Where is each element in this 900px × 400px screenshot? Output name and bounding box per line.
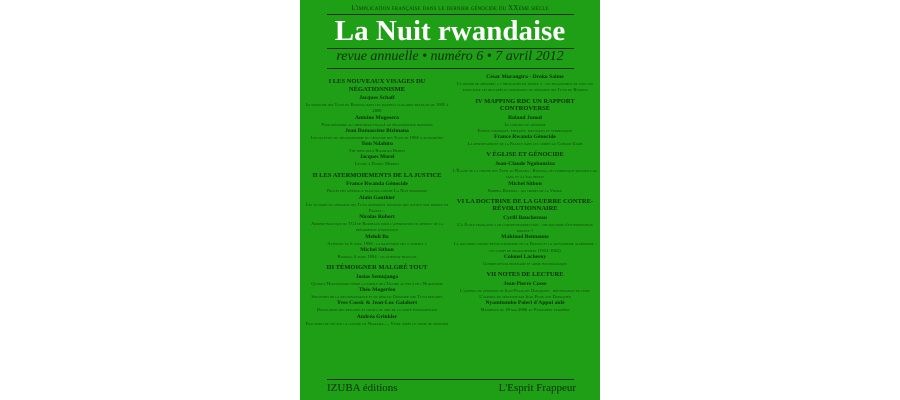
toc-article: Kibeho, Rwanda : les crimes de la Vierge (488, 187, 562, 193)
cover-subtitle: revue annuelle • numéro 6 • 7 avril 2012 (336, 49, 564, 64)
toc-author: Mahfoud Bennoune (501, 234, 549, 241)
toc-article: Enjeux juridiques, éthiques, politiques et symboliques (477, 127, 573, 133)
toc-author: Jean Damascène Bizimana (345, 127, 409, 134)
toc-article: Quand l'Humanitaire fonde la parole de l'Ultime au-delà de l'Humanisme (311, 280, 443, 286)
toc-article: Le concept de génocide (504, 121, 546, 127)
toc-author: France Rwanda Génocide (494, 134, 556, 141)
toc-right-column (452, 74, 598, 314)
toc-article: La responsabilité de la France dans les crimes au Congro-Zaïre (467, 141, 583, 147)
toc-article: Manifeste du 28 mai 2006 au Parlement européen (480, 307, 570, 313)
toc-article: Les facettes du négationnisme du génocide des Tutsi de 1994 à aujourd'hui (310, 134, 444, 140)
toc-article: Guerre révolutionnaire et arme psychologique (483, 261, 567, 267)
toc-article: Les victimes du génocide des Tutsi attendent toujours que justice soit rendue en France... (305, 201, 449, 213)
toc-left-column (304, 74, 450, 327)
toc-article: La doctrine contre-révolutionnaire de la France et la paysannerie algérienne : les camps de regroupement (1954-1962) (453, 241, 597, 253)
toc-author: Roland Junod (508, 114, 542, 121)
toc-article: L'agenda du génocide de Jean-François Dupaquier : présentation du livre L'agenda du génocide par Jean Pujol sur Dupaquier (460, 287, 590, 300)
toc-author: Jean-Claude Ngabonziza (495, 160, 555, 167)
toc-author: Jean-Pierre Cosse (503, 280, 547, 287)
toc-author: Nyamitombo Poleri d'Appui aidé (485, 300, 565, 307)
toc-section: I LES NOUVEAUX VISAGES DU NÉGATIONNISME (328, 78, 426, 93)
toc-author: Josias Semujanga (355, 273, 399, 280)
toc-author: Colonel Lacheroy (503, 254, 547, 261)
toc-author: Jacques Morel (359, 154, 395, 161)
toc-section: VII NOTES DE LECTURE (486, 271, 564, 279)
toc-author: Michel Sitbon (360, 247, 394, 254)
toc-author: Théo Mugerfeo (358, 287, 396, 294)
toc-section: III TÉMOIGNER MALGRÉ TOUT (326, 264, 428, 272)
toc-article: Souvenirs de la reconnaissance et du déni du Génocide des Tutsi rescapés (311, 294, 443, 300)
toc-article: Lettre à Daniel Mermet (354, 161, 400, 167)
toc-article: Procès des généraux français contre La Nuit rwandaise (326, 188, 428, 194)
toc-section: VI LA DOCTRINE DE LA GUERRE CONTRE-RÉVOLUTIONNAIRE (456, 197, 594, 213)
toc-article: Arrière-boutique du TGI de Bordeaux pour l'affirmation du respect de la présomption d'innocence (311, 221, 443, 233)
toc-author: France Rwanda Génocide (346, 181, 408, 188)
toc-section: IV MAPPING RDC UN RAPPORT CONTROVERSÉ (475, 97, 575, 113)
toc-article: Le devoir de mémoire, « l'obligation de justice » : un engagement de tous les jours pour les rescapés et survivants du génocide des Tutsi du Rwanda (457, 81, 593, 93)
toc-section: II LES ATERMOIEMENTS DE LA JUSTICE (312, 171, 442, 179)
publisher-izuba: IZUBA éditions (327, 382, 398, 394)
toc-author: Tom Ndahiro (361, 141, 393, 148)
toc-article: Le génocide des Tutsi du Rwanda dans les manuels scolaires français de 1995 à 2008 (305, 102, 449, 114)
toc-article: The infectious Rwandan Rebels (348, 148, 406, 154)
toc-author: Michel Sitbon (508, 180, 542, 187)
toc-author: Andréa Grinkler (356, 313, 398, 320)
publisher-esprit-frappeur: L'Esprit Frappeur (498, 382, 576, 394)
toc-article: Rwanda, 6 avril 1994 : un attentat français (337, 254, 417, 260)
toc-article: Dislocation des rescapés et droits du sien de la santé fondamentale (316, 307, 438, 313)
toc-author: Yves Cossic & Jean-Luc Galabert (336, 300, 418, 307)
magazine-cover (300, 0, 600, 400)
toc-author: César Murangira - Droko Saïme (486, 74, 564, 80)
toc-author: Alain Gauthier (358, 194, 396, 201)
toc-author: Nicolas Robert (359, 214, 395, 221)
cover-kicker: L'implication française dans le dernier génocide du XXème siècle (351, 4, 549, 12)
toc-section: V ÉGLISE ET GÉNOCIDE (486, 151, 564, 159)
toc-article: L'Église de la chasse des Tutsi au Rwanda : Rwanda, du symbolique religieux au sang et à l'eau bénite (453, 167, 597, 180)
toc-author: Mehdi Ba (365, 233, 389, 240)
toc-author: Jacques Schaff (359, 95, 395, 101)
toc-article: Pour répondre au chercheur engagé au négationniste rwandais (321, 121, 433, 127)
divider-footer (327, 379, 574, 380)
toc-article: L'« École française » de contre-insurrection : une doctrine d'extermination massive ? (457, 221, 593, 234)
divider-subtitle (327, 68, 574, 69)
toc-author: Cyrill Bauchereau (503, 214, 547, 221)
toc-article: Attentat du 6 avril 1994 : la balistique des « experts » (327, 240, 427, 246)
toc-article: Fractures de vie sur la colline de Ntarama — Vivre après le crime de génocide (305, 320, 449, 326)
toc-author: Antoine Mugesera (355, 114, 399, 121)
cover-title: La Nuit rwandaise (334, 15, 566, 47)
